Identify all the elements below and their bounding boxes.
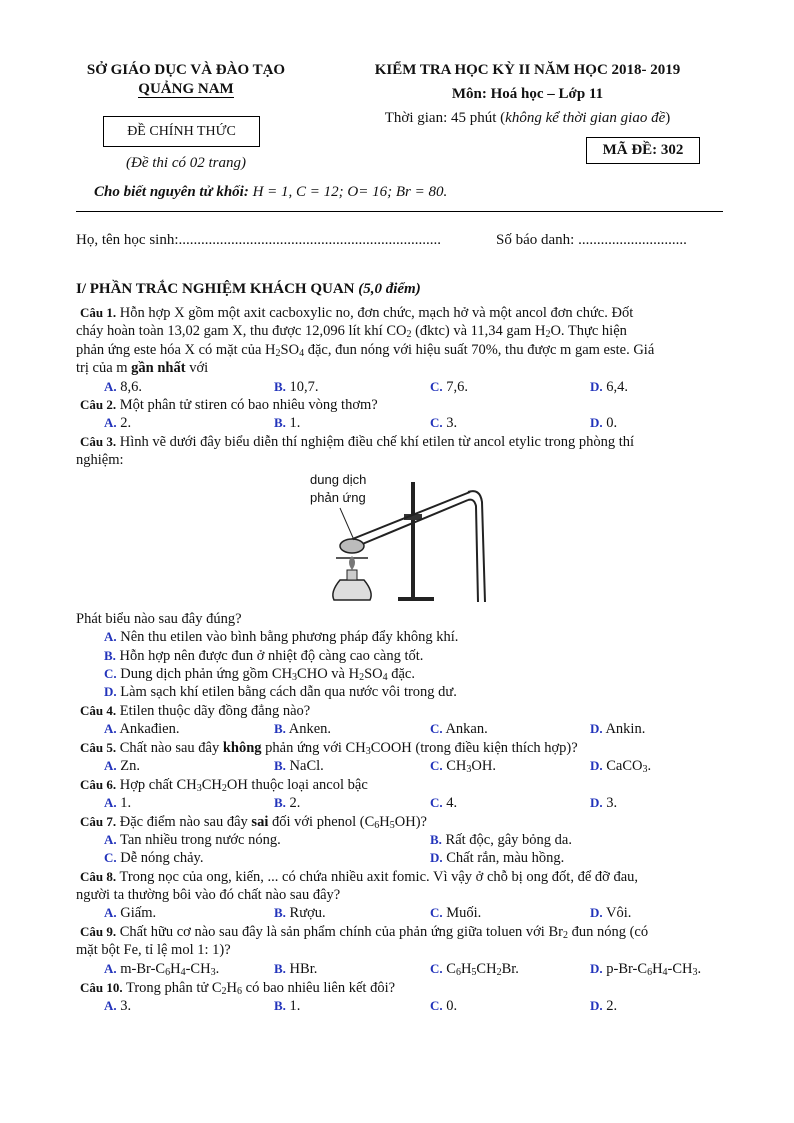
option-letter: A. xyxy=(104,721,117,736)
option-d[interactable] xyxy=(590,720,645,738)
option-letter: B. xyxy=(274,758,286,773)
sub: 6 xyxy=(165,967,171,978)
q3-option-a[interactable] xyxy=(104,629,458,646)
sub: 2 xyxy=(562,930,568,941)
option-text: 3. xyxy=(116,998,132,1014)
question-3-line-1 xyxy=(80,433,718,451)
option-text: 10,7. xyxy=(285,379,319,395)
option-text: Rượu. xyxy=(285,905,326,921)
option-a[interactable] xyxy=(104,794,131,812)
q1-sub: 4 xyxy=(299,348,305,359)
pages-note: (Đề thi có 02 trang) xyxy=(126,155,246,171)
apparatus-drawing xyxy=(300,470,490,610)
option-a[interactable] xyxy=(104,904,156,922)
question-1-options xyxy=(104,378,724,396)
option-letter: D. xyxy=(590,379,603,394)
question-2-text: Một phân tử stiren có bao nhiêu vòng thơm? xyxy=(116,397,378,413)
figure-label-line-1: dung dịch xyxy=(310,472,367,487)
option-letter: A. xyxy=(104,629,117,644)
option-letter: A. xyxy=(104,758,117,773)
option-text: đặc. xyxy=(387,666,415,682)
question-6-options xyxy=(104,794,724,812)
option-text: SO xyxy=(364,666,383,682)
q1-text-b: SO xyxy=(280,342,300,358)
option-text: Dễ nóng chảy. xyxy=(116,850,204,866)
question-4-number: Câu 4. xyxy=(80,703,117,718)
option-c[interactable] xyxy=(430,378,468,396)
department-name: SỞ GIÁO DỤC VÀ ĐÀO TẠO xyxy=(86,62,286,78)
question-1-line-4 xyxy=(76,359,718,377)
student-id-field[interactable]: Số báo danh: ............................. xyxy=(496,232,687,248)
option-a[interactable] xyxy=(104,378,142,396)
option-d[interactable] xyxy=(590,378,628,396)
question-5 xyxy=(80,739,722,757)
question-8-options xyxy=(104,904,724,922)
q1-text-a: phản ứng este hóa X có mặt của H xyxy=(76,342,276,358)
option-letter: A. xyxy=(104,415,117,430)
sub: 5 xyxy=(471,967,477,978)
question-4-options xyxy=(104,720,724,738)
q1-sub: 2 xyxy=(545,329,551,340)
exam-title: KIỂM TRA HỌC KỲ II NĂM HỌC 2018- 2019 xyxy=(374,62,681,78)
q1-sub: 2 xyxy=(406,329,412,340)
question-7-options-row-2 xyxy=(104,849,724,867)
option-letter: C. xyxy=(430,379,443,394)
time-end: ) xyxy=(665,110,671,126)
question-6 xyxy=(80,776,722,794)
q1-text-c: với xyxy=(185,360,209,376)
question-9-options xyxy=(104,960,724,978)
option-d[interactable] xyxy=(590,757,651,775)
option-text: H xyxy=(460,961,472,977)
option-text: Rất độc, gây bỏng da. xyxy=(441,832,572,848)
question-8-text: Trong nọc của ong, kiến, ... có chứa nhiều axit fomic. Vì vậy ở chỗ bị ong đốt, để đỡ đau, xyxy=(116,869,639,885)
option-letter: B. xyxy=(274,905,286,920)
option-letter: B. xyxy=(274,415,286,430)
question-1-line-1 xyxy=(80,304,718,322)
question-7 xyxy=(80,813,722,831)
question-2-options xyxy=(104,414,724,432)
option-letter: C. xyxy=(430,905,443,920)
sub: 6 xyxy=(647,967,653,978)
option-d[interactable] xyxy=(590,414,617,432)
question-1-text: Hỗn hợp X gồm một axit cacboxylic no, đơn chức, mạch hở và một ancol đơn chức. Đốt xyxy=(116,305,634,321)
option-letter: C. xyxy=(430,998,443,1013)
option-text: 2. xyxy=(602,998,618,1014)
option-text: 0. xyxy=(442,998,458,1014)
option-letter: D. xyxy=(590,998,603,1013)
option-letter: B. xyxy=(430,832,442,847)
q9-text: đun nóng (có xyxy=(567,924,649,940)
option-text: 6,4. xyxy=(602,379,629,395)
q5-text: COOH (trong điều kiện thích hợp)? xyxy=(370,740,578,756)
question-4 xyxy=(80,702,722,720)
official-exam-label: ĐỀ CHÍNH THỨC xyxy=(127,124,236,139)
sub: 6 xyxy=(374,820,380,831)
q7-text: OH)? xyxy=(394,814,427,830)
option-letter: C. xyxy=(104,850,117,865)
question-3-number: Câu 3. xyxy=(80,434,117,449)
option-a[interactable] xyxy=(104,757,140,775)
sub: 3 xyxy=(365,746,371,757)
option-letter: B. xyxy=(104,648,116,663)
sub: 2 xyxy=(496,967,502,978)
option-letter: D. xyxy=(590,795,603,810)
q7-text: Đặc điểm nào sau đây xyxy=(116,814,252,830)
option-letter: B. xyxy=(274,721,286,736)
header-divider xyxy=(76,211,723,212)
time-label: Thời gian: 45 phút ( xyxy=(384,110,506,126)
atomic-label: Cho biết nguyên tử khối: xyxy=(94,184,249,200)
option-text: NaCl. xyxy=(285,758,324,774)
option-letter: D. xyxy=(430,850,443,865)
q1-text-c: O. Thực hiện xyxy=(550,323,627,339)
question-7-number: Câu 7. xyxy=(80,814,117,829)
q10-text: Trong phân tử C xyxy=(122,980,222,996)
question-10 xyxy=(80,979,722,997)
student-name-field[interactable]: Họ, tên học sinh:...................................................................... xyxy=(76,232,441,248)
question-2 xyxy=(80,396,722,414)
sub: 3 xyxy=(210,967,216,978)
option-text: p-Br-C xyxy=(602,961,648,977)
option-text: 3. xyxy=(442,415,458,431)
option-text: Ankin. xyxy=(602,721,646,737)
atomic-values: H = 1, C = 12; O= 16; Br = 80. xyxy=(248,184,448,200)
option-b[interactable] xyxy=(274,997,300,1015)
option-text: Làm sạch khí etilen bằng cách dẫn qua nước vôi trong dư. xyxy=(116,684,457,700)
option-text: Giấm. xyxy=(116,905,157,921)
option-text: . xyxy=(647,758,652,774)
option-letter: D. xyxy=(590,905,603,920)
option-text: Anken. xyxy=(285,721,332,737)
q5-emphasis: không xyxy=(222,740,262,756)
option-letter: B. xyxy=(274,795,286,810)
option-text: 2. xyxy=(116,415,132,431)
question-1-line-2 xyxy=(76,322,718,340)
q10-text: H xyxy=(226,980,238,996)
option-letter: A. xyxy=(104,961,117,976)
option-a[interactable] xyxy=(104,414,131,432)
ethylene-apparatus-figure xyxy=(300,470,490,610)
option-letter: A. xyxy=(104,795,117,810)
option-text: 1. xyxy=(116,795,132,811)
section-points: (5,0 điểm) xyxy=(358,281,421,297)
option-text: Nên thu etilen vào bình bằng phương pháp đẩy không khí. xyxy=(116,629,459,645)
q9-text: Chất hữu cơ nào sau đây là sản phẩm chính của phản ứng giữa toluen với Br xyxy=(116,924,563,940)
option-text: OH. xyxy=(471,758,496,774)
option-b[interactable] xyxy=(274,960,317,978)
option-letter: C. xyxy=(430,961,443,976)
question-8-line-2: người ta thường bôi vào đó chất nào sau đây? xyxy=(76,887,341,903)
option-text: 0. xyxy=(602,415,618,431)
q3-option-d[interactable] xyxy=(104,684,457,701)
option-c[interactable] xyxy=(430,414,457,432)
option-text: Ankađien. xyxy=(116,721,180,737)
option-a[interactable] xyxy=(104,831,281,849)
option-text: CH xyxy=(442,758,467,774)
question-5-options xyxy=(104,757,724,775)
option-letter: A. xyxy=(104,379,117,394)
option-text: Br. xyxy=(501,961,519,977)
question-9-line-1 xyxy=(80,923,718,941)
q5-text: phản ứng với CH xyxy=(261,740,366,756)
option-text: Muối. xyxy=(442,905,482,921)
question-3-prompt: Phát biểu nào sau đây đúng? xyxy=(76,611,242,627)
exam-subject: Môn: Hoá học – Lớp 11 xyxy=(451,86,604,102)
option-c[interactable] xyxy=(104,849,203,867)
q7-text: H xyxy=(379,814,390,830)
option-text: HBr. xyxy=(285,961,318,977)
section-title-text: I/ PHẦN TRẮC NGHIỆM KHÁCH QUAN xyxy=(76,281,359,297)
question-4-text: Etilen thuộc dãy đồng đẳng nào? xyxy=(116,703,311,719)
option-c[interactable] xyxy=(430,997,457,1015)
exam-time xyxy=(330,110,725,127)
question-8-number: Câu 8. xyxy=(80,869,117,884)
q5-text: Chất nào sau đây xyxy=(116,740,223,756)
q6-text: Hợp chất CH xyxy=(116,777,197,793)
option-c[interactable] xyxy=(430,720,488,738)
sub: 3 xyxy=(196,783,202,794)
option-letter: D. xyxy=(590,961,603,976)
option-text: -CH xyxy=(185,961,211,977)
option-text: Vôi. xyxy=(602,905,632,921)
option-c[interactable] xyxy=(430,794,457,812)
option-text: H xyxy=(170,961,181,977)
option-text: Tan nhiều trong nước nóng. xyxy=(116,832,281,848)
option-c[interactable] xyxy=(430,904,481,922)
option-letter: A. xyxy=(104,832,117,847)
sub: 2 xyxy=(221,986,227,997)
option-letter: B. xyxy=(274,961,286,976)
option-letter: D. xyxy=(590,721,603,736)
question-1-line-3 xyxy=(76,341,718,359)
option-text: 1. xyxy=(285,998,301,1014)
question-2-number: Câu 2. xyxy=(80,397,117,412)
question-3-text: Hình vẽ dưới đây biểu diễn thí nghiệm điều chế khí etilen từ ancol etylic trong phòng thí xyxy=(116,434,635,450)
option-letter: C. xyxy=(104,666,117,681)
option-text: 3. xyxy=(602,795,618,811)
option-text: Chất rắn, màu hồng. xyxy=(442,850,565,866)
question-6-number: Câu 6. xyxy=(80,777,117,792)
sub: 5 xyxy=(389,820,395,831)
sub: 4 xyxy=(382,672,388,683)
q1-emphasis: gần nhất xyxy=(131,360,186,376)
exam-code-box xyxy=(586,137,700,164)
province-name xyxy=(66,81,306,98)
option-text: 4. xyxy=(442,795,458,811)
section-title xyxy=(76,281,421,298)
q3-option-b[interactable] xyxy=(104,648,423,665)
sub: 2 xyxy=(359,672,365,683)
time-note: không kể thời gian giao đề xyxy=(505,110,666,126)
option-letter: D. xyxy=(104,684,117,699)
option-d[interactable] xyxy=(590,960,701,978)
option-text: CH xyxy=(476,961,497,977)
q1-sub: 2 xyxy=(275,348,281,359)
option-letter: A. xyxy=(104,998,117,1013)
option-a[interactable] xyxy=(104,960,219,978)
q1-text-b: (đktc) và 11,34 gam H xyxy=(411,323,546,339)
option-letter: D. xyxy=(590,415,603,430)
sub: 4 xyxy=(180,967,186,978)
option-c[interactable] xyxy=(430,960,519,978)
option-d[interactable] xyxy=(590,997,617,1015)
option-d[interactable] xyxy=(590,904,631,922)
option-b[interactable] xyxy=(274,414,300,432)
option-letter: C. xyxy=(430,721,443,736)
option-text: CHO và H xyxy=(297,666,360,682)
q6-text: OH thuộc loại ancol bậc xyxy=(226,777,368,793)
exam-code: MÃ ĐỀ: 302 xyxy=(602,142,684,158)
option-b[interactable] xyxy=(274,720,331,738)
sub: 3 xyxy=(642,764,648,775)
question-10-number: Câu 10. xyxy=(80,980,123,995)
option-text: 8,6. xyxy=(116,379,143,395)
sub: 6 xyxy=(237,986,243,997)
atomic-mass-line xyxy=(94,184,447,201)
figure-label-line-2: phản ứng xyxy=(310,490,366,505)
option-b[interactable] xyxy=(274,794,300,812)
option-text: H xyxy=(652,961,663,977)
sub: 2 xyxy=(221,783,227,794)
option-text: . xyxy=(215,961,220,977)
q1-text-a: cháy hoàn toàn 13,02 gam X, thu được 12,096 lít khí CO xyxy=(76,323,407,339)
q10-text: có bao nhiêu liên kết đôi? xyxy=(242,980,396,996)
option-letter: B. xyxy=(274,379,286,394)
question-3-line-2: nghiệm: xyxy=(76,452,124,468)
official-exam-box xyxy=(103,116,260,147)
option-a[interactable] xyxy=(104,997,131,1015)
option-letter: C. xyxy=(430,415,443,430)
option-d[interactable] xyxy=(590,794,617,812)
q1-text-c: đặc, đun nóng với hiệu suất 70%, thu được m gam este. Giá xyxy=(304,342,655,358)
option-text: m-Br-C xyxy=(116,961,166,977)
option-c[interactable] xyxy=(430,757,496,775)
q6-text: CH xyxy=(201,777,222,793)
option-a[interactable] xyxy=(104,720,179,738)
province-text: QUẢNG NAM xyxy=(138,81,234,97)
q7-emphasis: sai xyxy=(251,814,269,830)
question-10-options xyxy=(104,997,724,1015)
option-text: CaCO xyxy=(602,758,643,774)
option-text: 7,6. xyxy=(442,379,469,395)
sub: 3 xyxy=(692,967,698,978)
option-text: Ankan. xyxy=(442,721,488,737)
option-text: Dung dịch phản ứng gồm CH xyxy=(116,666,293,682)
option-b[interactable] xyxy=(274,757,324,775)
option-d[interactable] xyxy=(430,849,564,867)
option-letter: C. xyxy=(430,795,443,810)
option-text: C xyxy=(442,961,456,977)
option-text: Hỗn hợp nên được đun ở nhiệt độ càng cao càng tốt. xyxy=(115,648,424,664)
question-9-number: Câu 9. xyxy=(80,924,117,939)
question-1-number: Câu 1. xyxy=(80,305,117,320)
option-b[interactable] xyxy=(274,904,326,922)
option-b[interactable] xyxy=(274,378,319,396)
question-9-line-2: mặt bột Fe, tỉ lệ mol 1: 1)? xyxy=(76,942,231,958)
option-b[interactable] xyxy=(430,831,572,849)
sub: 6 xyxy=(455,967,461,978)
sub: 3 xyxy=(292,672,298,683)
option-letter: D. xyxy=(590,758,603,773)
option-text: -CH xyxy=(667,961,693,977)
option-text: . xyxy=(697,961,702,977)
option-text: 2. xyxy=(285,795,301,811)
q7-text: đối với phenol (C xyxy=(268,814,375,830)
sub: 3 xyxy=(466,764,472,775)
sub: 4 xyxy=(662,967,668,978)
option-letter: B. xyxy=(274,998,286,1013)
question-5-number: Câu 5. xyxy=(80,740,117,755)
option-letter: C. xyxy=(430,758,443,773)
question-7-options-row-1 xyxy=(104,831,724,849)
option-letter: A. xyxy=(104,905,117,920)
q3-option-c[interactable] xyxy=(104,666,415,683)
option-text: Zn. xyxy=(116,758,140,774)
option-text: 1. xyxy=(285,415,301,431)
question-8-line-1 xyxy=(80,868,718,886)
q1-text-a: trị của m xyxy=(76,360,132,376)
